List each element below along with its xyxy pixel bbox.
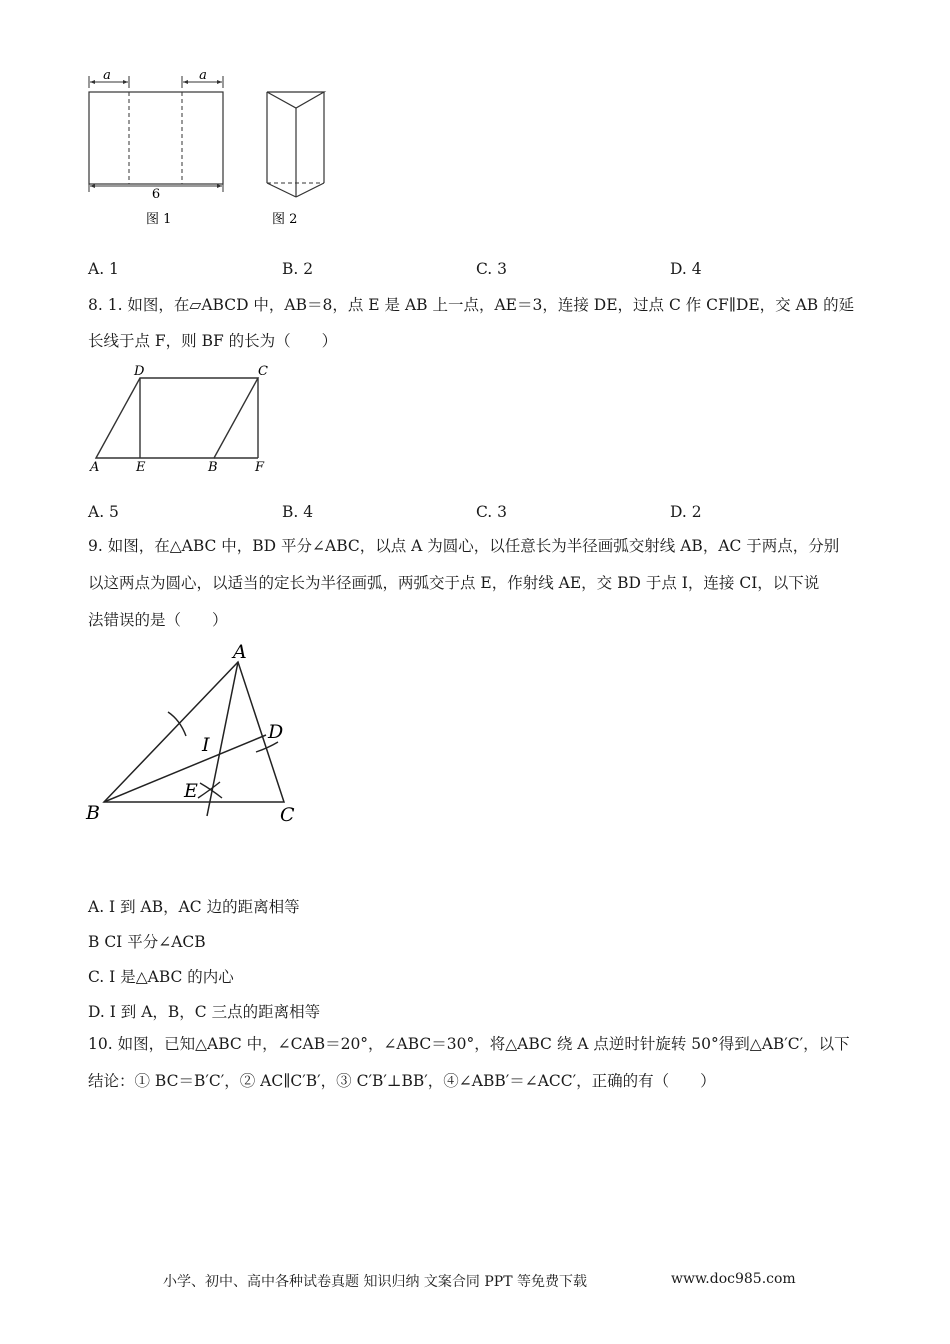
q9-figure [80, 640, 320, 830]
q8-label-b: B [208, 460, 218, 475]
q9-label-a: A [233, 641, 247, 663]
q9-label-i: I [202, 734, 210, 756]
q7-option-b[interactable]: B. 2 [282, 260, 314, 278]
dim-total: 6 [151, 187, 161, 202]
q9-option-d[interactable]: D. I 到 A，B，C 三点的距离相等 [88, 1003, 321, 1021]
q8-stem-line-1: 8. 1. 如图，在▱ABCD 中，AB＝8，点 E 是 AB 上一点，AE＝3，连接 DE，过点 C 作 CF∥DE，交 AB 的延 [88, 296, 855, 314]
dim-a-left: a [103, 68, 111, 83]
q9-label-e: E [184, 780, 198, 802]
fig2-caption: 图 2 [272, 212, 298, 227]
q9-option-b[interactable]: B CI 平分∠ACB [88, 933, 206, 951]
dim-a-right: a [199, 68, 207, 83]
q8-option-a[interactable]: A. 5 [88, 503, 119, 521]
footer-text: 小学、初中、高中各种试卷真题 知识归纳 文案合同 PPT 等免费下载 [163, 1274, 587, 1290]
q9-option-a[interactable]: A. I 到 AB，AC 边的距离相等 [88, 898, 300, 916]
q9-label-d: D [268, 721, 284, 743]
footer-url[interactable]: www.doc985.com [671, 1271, 796, 1287]
q9-stem-line-1: 9. 如图，在△ABC 中，BD 平分∠ABC，以点 A 为圆心，以任意长为半径画弧交射线 AB，AC 于两点，分别 [88, 537, 840, 555]
q8-label-e: E [136, 460, 146, 475]
q8-label-c: C [258, 364, 268, 379]
fig1-caption: 图 1 [146, 212, 172, 227]
q7-figure-1 [80, 68, 240, 238]
q10-stem-line-2: 结论：① BC＝B′C′，② AC∥C′B′，③ C′B′⊥BB′，④∠ABB′＝∠ACC′，正确的有（ ） [88, 1072, 716, 1090]
q9-label-b: B [86, 802, 100, 824]
q10-stem-line-1: 10. 如图，已知△ABC 中，∠CAB＝20°，∠ABC＝30°，将△ABC 绕 A 点逆时针旋转 50°得到△AB′C′，以下 [88, 1035, 850, 1053]
q8-label-d: D [134, 364, 145, 379]
q8-option-d[interactable]: D. 2 [670, 503, 702, 521]
q9-label-c: C [280, 804, 295, 826]
q9-option-c[interactable]: C. I 是△ABC 的内心 [88, 968, 234, 986]
q8-option-c[interactable]: C. 3 [476, 503, 508, 521]
q7-figure-2 [258, 80, 338, 240]
q9-stem-line-2: 以这两点为圆心，以适当的定长为半径画弧，两弧交于点 E，作射线 AE，交 BD 于点 I，连接 CI，以下说 [88, 574, 820, 592]
q9-stem-line-3: 法错误的是（ ） [88, 611, 228, 629]
q7-option-a[interactable]: A. 1 [88, 260, 119, 278]
q8-stem-line-2: 长线于点 F，则 BF 的长为（ ） [88, 332, 338, 350]
q8-option-b[interactable]: B. 4 [282, 503, 314, 521]
q8-label-a: A [90, 460, 100, 475]
q7-option-d[interactable]: D. 4 [670, 260, 702, 278]
q7-option-c[interactable]: C. 3 [476, 260, 508, 278]
q8-label-f: F [255, 460, 265, 475]
q8-figure [84, 360, 284, 480]
